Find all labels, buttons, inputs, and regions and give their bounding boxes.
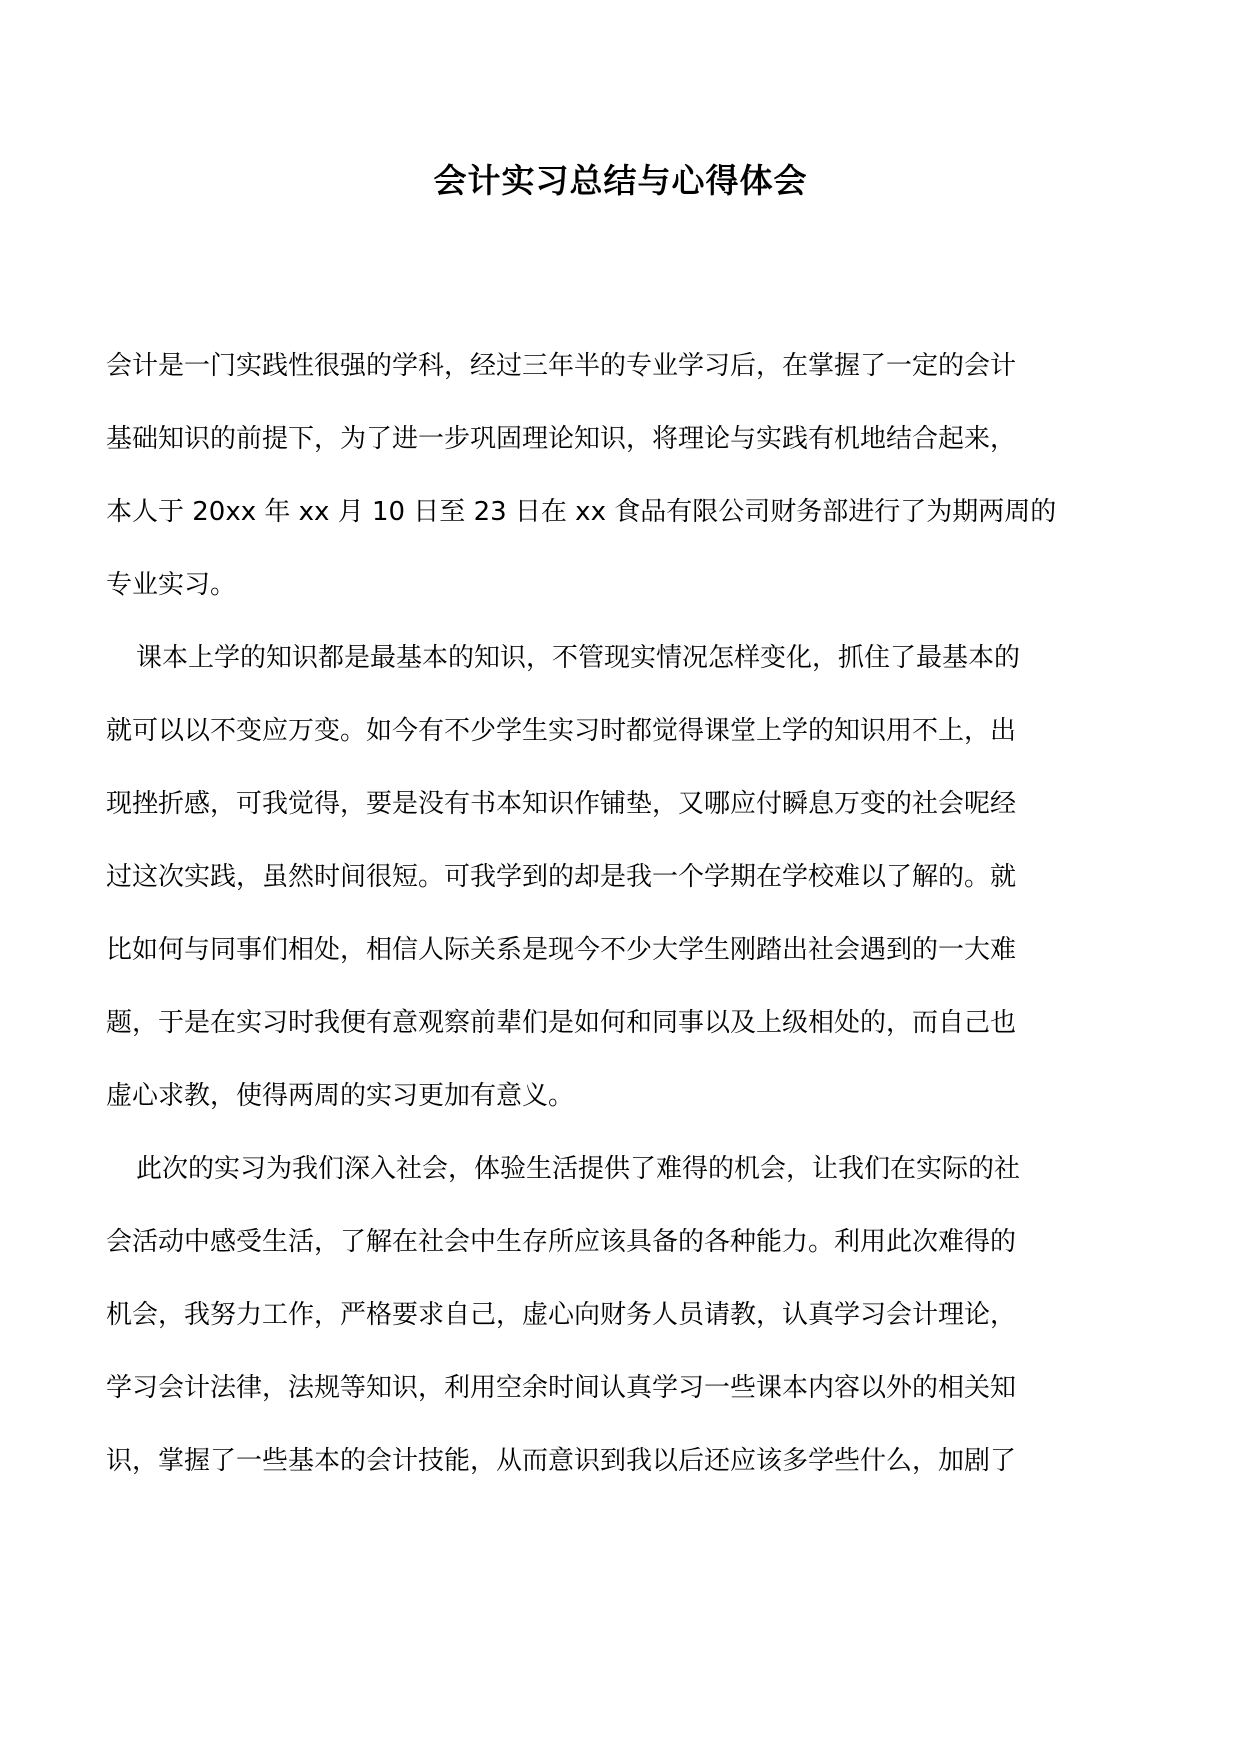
paragraph-2-line-6: 题，于是在实习时我便有意观察前辈们是如何和同事以及上级相处的，而自己也: [106, 1008, 1017, 1038]
paragraph-2-line-5: 比如何与同事们相处，相信人际关系是现今不少大学生刚踏出社会遇到的一大难: [106, 935, 1017, 965]
paragraph-2-line-3: 现挫折感，可我觉得，要是没有书本知识作铺垫，又哪应付瞬息万变的社会呢经: [106, 789, 1017, 819]
paragraph-1-line-4: 专业实习。: [106, 570, 237, 600]
paragraph-3-line-3: 机会，我努力工作，严格要求自己，虚心向财务人员请教，认真学习会计理论，: [106, 1300, 1017, 1330]
paragraph-1-line-1: 会计是一门实践性很强的学科，经过三年半的专业学习后，在掌握了一定的会计: [106, 351, 1017, 381]
paragraph-2-line-7: 虚心求教，使得两周的实习更加有意义。: [106, 1081, 575, 1111]
paragraph-3-line-2: 会活动中感受生活，了解在社会中生存所应该具备的各种能力。利用此次难得的: [106, 1227, 1017, 1257]
paragraph-3-line-1: 此次的实习为我们深入社会，体验生活提供了难得的机会，让我们在实际的社: [136, 1154, 1021, 1184]
document-title: 会计实习总结与心得体会: [433, 161, 808, 200]
paragraph-3-line-4: 学习会计法律，法规等知识，利用空余时间认真学习一些课本内容以外的相关知: [106, 1373, 1017, 1403]
paragraph-1-line-3: 本人于 20xx 年 xx 月 10 日至 23 日在 xx 食品有限公司财务部进行了为期两周的: [106, 497, 1057, 527]
paragraph-1-line-2: 基础知识的前提下，为了进一步巩固理论知识，将理论与实践有机地结合起来，: [106, 424, 1017, 454]
paragraph-2-line-4: 过这次实践，虽然时间很短。可我学到的却是我一个学期在学校难以了解的。就: [106, 862, 1017, 892]
paragraph-2-line-1: 课本上学的知识都是最基本的知识，不管现实情况怎样变化，抓住了最基本的: [136, 643, 1021, 673]
paragraph-3-line-5: 识，掌握了一些基本的会计技能，从而意识到我以后还应该多学些什么，加剧了: [106, 1446, 1017, 1476]
paragraph-2-line-2: 就可以以不变应万变。如今有不少学生实习时都觉得课堂上学的知识用不上，出: [106, 716, 1017, 746]
